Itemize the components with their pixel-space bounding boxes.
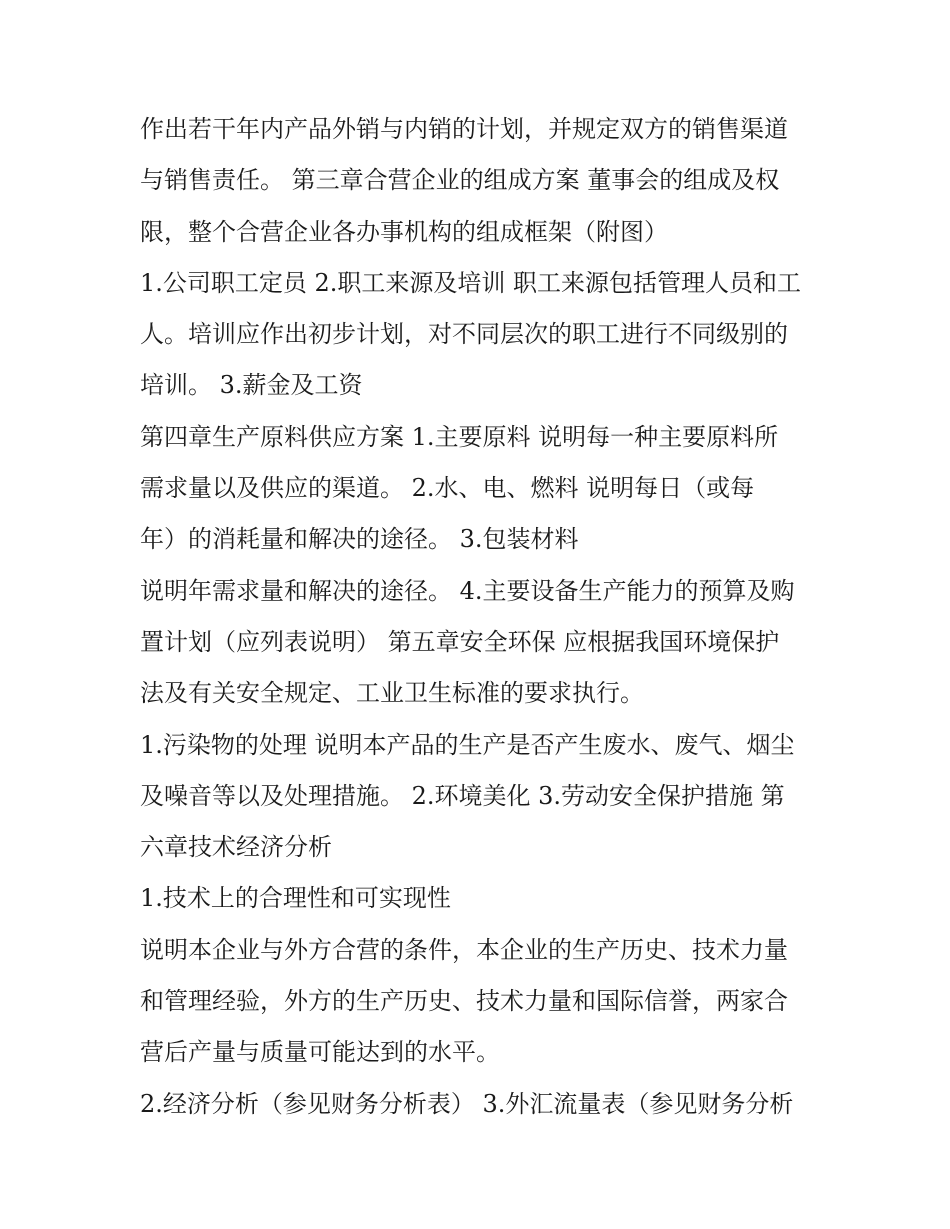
text-line-8: 需求量以及供应的渠道。 2.水、电、燃料 说明每日（或每 <box>140 474 755 503</box>
text-line-4: 1.公司职工定员 2.职工来源及培训 职工来源包括管理人员和工 <box>140 268 802 297</box>
text-line-19: 营后产量与质量可能达到的水平。 <box>140 1038 500 1067</box>
body-text <box>140 104 820 1130</box>
text-line-1: 作出若干年内产品外销与内销的计划，并规定双方的销售渠道 <box>140 115 788 143</box>
text-line-5: 人。培训应作出初步计划，对不同层次的职工进行不同级别的 <box>140 320 788 349</box>
text-line-20: 2.经济分析（参见财务分析表） 3.外汇流量表（参见财务分析 <box>140 1089 794 1118</box>
text-line-17: 说明本企业与外方合营的条件，本企业的生产历史、技术力量 <box>140 935 788 964</box>
text-line-9: 年）的消耗量和解决的途径。 3.包装材料 <box>140 525 579 554</box>
text-line-7: 第四章生产原料供应方案 1.主要原料 说明每一种主要原料所 <box>140 422 779 451</box>
text-line-2: 与销售责任。 第三章合营企业的组成方案 董事会的组成及权 <box>140 166 780 195</box>
text-line-13: 1.污染物的处理 说明本产品的生产是否产生废水、废气、烟尘 <box>140 730 795 759</box>
text-line-16: 1.技术上的合理性和可实现性 <box>140 884 451 913</box>
text-line-15: 六章技术经济分析 <box>140 833 332 862</box>
text-line-3: 限，整个合营企业各办事机构的组成框架（附图） <box>140 217 668 246</box>
text-line-11: 置计划（应列表说明） 第五章安全环保 应根据我国环境保护 <box>140 627 780 656</box>
text-line-14: 及噪音等以及处理措施。 2.环境美化 3.劳动安全保护措施 第 <box>140 781 785 810</box>
text-line-12: 法及有关安全规定、工业卫生标准的要求执行。 <box>140 679 644 708</box>
text-line-18: 和管理经验，外方的生产历史、技术力量和国际信誉，两家合 <box>140 987 788 1016</box>
text-line-10: 说明年需求量和解决的途径。 4.主要设备生产能力的预算及购 <box>140 576 795 605</box>
text-line-6: 培训。 3.薪金及工资 <box>140 371 363 400</box>
